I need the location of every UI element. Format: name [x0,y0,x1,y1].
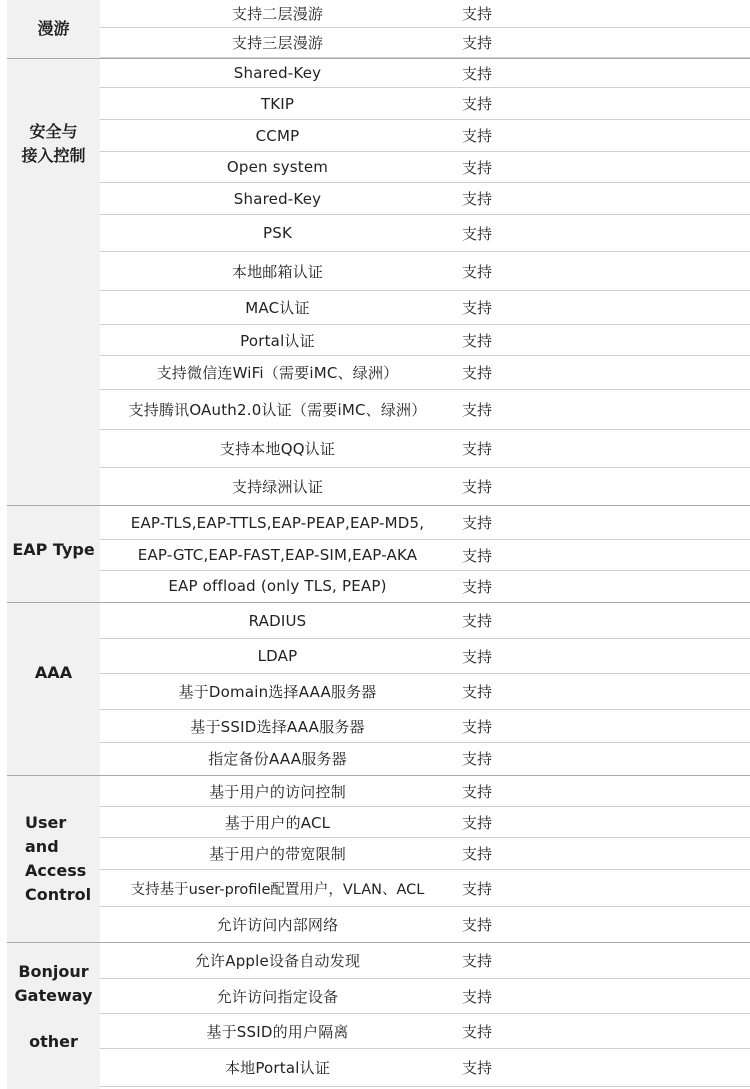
feature-cell: PSK [262,224,292,242]
table-row [100,325,750,356]
support-cell: 支持 [462,224,493,243]
feature-cell: 基于用户的ACL [224,813,331,832]
feature-cell: Shared-Key [233,64,322,82]
category-label: Control [25,885,92,904]
category-label: 漫游 [37,19,70,38]
support-cell: 支持 [462,782,493,801]
category-bonjour-gateway [7,942,100,1014]
table-row [100,390,750,430]
category-label: Bonjour [18,962,89,981]
table-row [100,776,750,807]
category-label: EAP Type [12,540,95,559]
feature-cell: 允许Apple设备自动发现 [194,952,361,970]
table-row [100,571,750,601]
table-row [100,120,750,152]
category-other [7,1014,100,1089]
support-cell: 支持 [462,813,493,832]
table-row [100,807,750,838]
table-row [100,1014,750,1049]
feature-cell: 本地Portal认证 [224,1059,331,1077]
support-cell: 支持 [462,1022,493,1041]
feature-cell: LDAP [257,647,298,665]
support-cell: 支持 [462,331,493,350]
support-cell: 支持 [462,612,493,630]
category-security-access [7,58,100,505]
feature-cell: 支持三层漫游 [231,34,324,52]
support-cell: 支持 [462,64,493,83]
table-row [100,88,750,120]
feature-cell: 支持腾讯OAuth2.0认证（需要iMC、绿洲） [128,401,427,419]
support-cell: 支持 [462,95,493,113]
support-cell: 支持 [462,514,493,532]
support-cell: 支持 [462,750,493,768]
support-cell: 支持 [462,5,493,23]
table-row [100,0,750,28]
category-label: AAA [34,663,73,682]
feature-cell: 允许访问内部网络 [216,915,339,934]
support-cell: 支持 [462,299,493,317]
feature-cell: 基于用户的访问控制 [209,782,346,801]
feature-cell: 基于SSID的用户隔离 [206,1022,349,1041]
support-cell: 支持 [462,915,493,934]
category-label: and [25,837,59,856]
category-label: Access [25,861,87,880]
category-aaa [7,602,100,775]
support-cell: 支持 [462,401,493,419]
table-row [100,28,750,58]
category-eap-type [7,505,100,602]
feature-cell: 支持微信连WiFi（需要iMC、绿洲） [156,364,399,382]
table-row [100,603,750,639]
category-label: other [29,1032,78,1051]
feature-cell: 基于SSID选择AAA服务器 [190,717,365,736]
support-cell: 支持 [462,127,493,145]
support-cell: 支持 [462,717,493,736]
category-label: 接入控制 [21,146,86,165]
category-label: Gateway [14,986,93,1005]
support-cell: 支持 [462,364,493,382]
support-cell: 支持 [462,158,493,177]
support-cell: 支持 [462,190,493,208]
feature-cell: 基于用户的带宽限制 [209,845,346,863]
support-cell: 支持 [462,477,493,496]
feature-cell: RADIUS [248,611,307,630]
feature-cell: 支持基于user-profile配置用户，VLAN、ACL [130,881,425,898]
feature-cell: 支持本地QQ认证 [219,440,336,458]
table-row [100,979,750,1014]
support-cell: 支持 [462,845,493,863]
table-row [100,506,750,540]
feature-cell: Open system [226,158,329,176]
support-cell: 支持 [462,577,493,596]
table-row [100,943,750,979]
category-label: 安全与 [29,122,78,141]
table-row [100,870,750,907]
table-row [100,907,750,941]
feature-cell: 支持绿洲认证 [231,477,324,496]
feature-cell: EAP offload (only TLS, PEAP) [168,577,387,595]
feature-cell: CCMP [255,126,300,145]
support-cell: 支持 [462,987,493,1006]
support-cell: 支持 [462,879,493,898]
table-row [100,356,750,390]
table-row [100,540,750,571]
feature-cell: EAP-TLS,EAP-TTLS,EAP-PEAP,EAP-MD5, [130,513,425,532]
table-row [100,639,750,674]
support-cell: 支持 [462,34,493,52]
table-row [100,743,750,774]
support-cell: 支持 [462,262,493,281]
support-cell: 支持 [462,647,493,666]
table-row [100,252,750,291]
table-row [100,468,750,504]
support-cell: 支持 [462,546,493,565]
support-cell: 支持 [462,683,493,701]
feature-cell: 基于Domain选择AAA服务器 [178,683,377,701]
feature-cell: MAC认证 [245,299,310,317]
feature-cell: 指定备份AAA服务器 [208,750,347,768]
category-roaming [7,0,100,58]
table-row [100,838,750,870]
feature-cell: TKIP [260,94,295,113]
table-row [100,152,750,183]
support-cell: 支持 [462,1059,493,1077]
support-cell: 支持 [462,440,493,458]
table-row [100,183,750,215]
table-row [100,430,750,468]
category-label: User [25,813,67,832]
feature-cell: 允许访问指定设备 [216,987,339,1006]
support-cell: 支持 [462,952,493,970]
feature-cell: 本地邮箱认证 [231,262,324,281]
feature-cell: EAP-GTC,EAP-FAST,EAP-SIM,EAP-AKA [137,546,418,564]
feature-cell: Shared-Key [233,189,322,208]
table-row [100,710,750,743]
table-row [100,59,750,88]
table-row [100,291,750,325]
table-row [100,674,750,710]
table-row [100,215,750,252]
feature-cell: Portal认证 [240,331,315,350]
table-row [100,1049,750,1087]
category-user-access-control [7,775,100,942]
feature-cell: 支持二层漫游 [231,5,324,23]
